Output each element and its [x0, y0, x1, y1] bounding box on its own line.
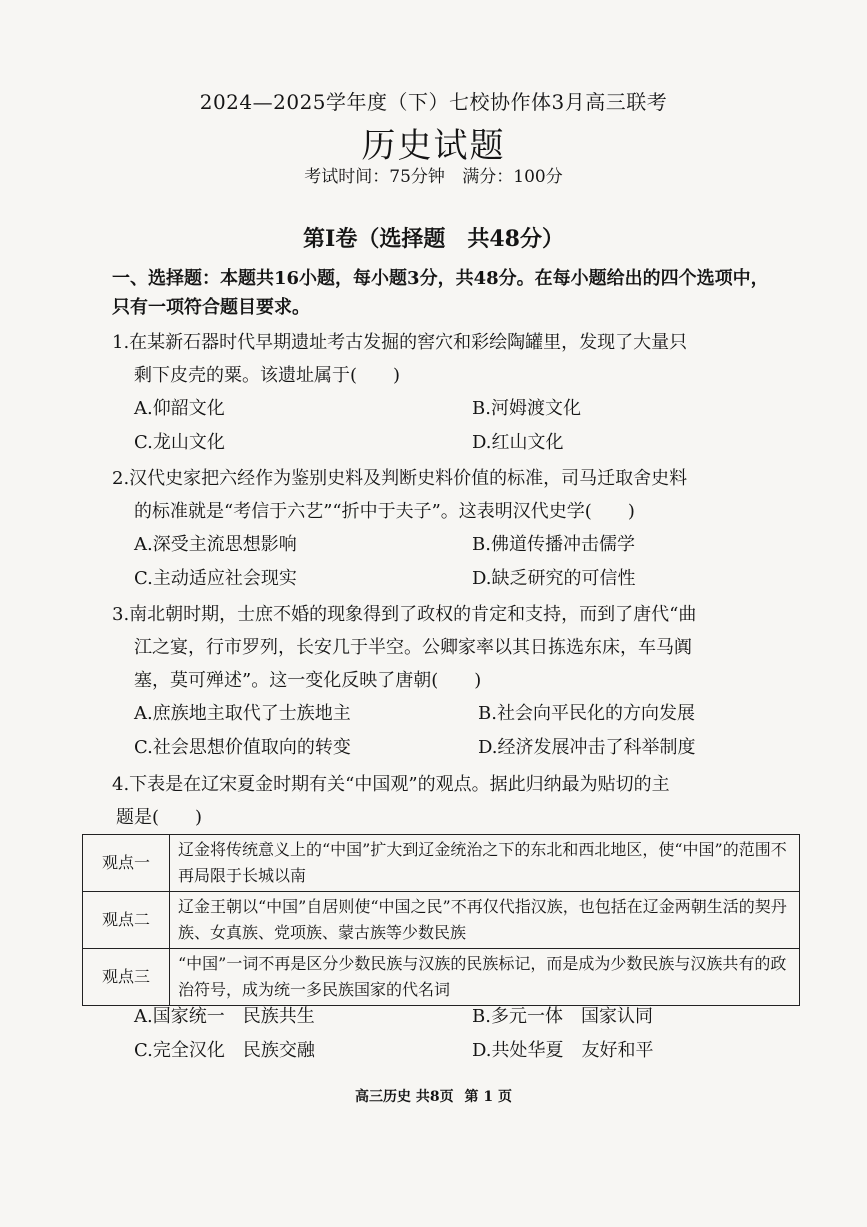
page-footer	[0, 1086, 867, 1106]
option-b[interactable]: B.社会向平民化的方向发展	[478, 703, 695, 724]
option-b[interactable]: B.佛道传播冲击儒学	[472, 534, 635, 555]
question-4	[112, 768, 772, 834]
exam-time: 考试时间：75分钟	[304, 167, 445, 187]
viewpoints-table	[82, 834, 800, 1006]
table-row	[83, 949, 800, 1006]
option-c[interactable]: C.龙山文化	[134, 432, 225, 453]
stem-line: 江之宴，行市罗列，长安几于半空。公卿家率以其日拣选东床，车马阗	[134, 637, 692, 658]
exam-score: 满分：100分	[462, 167, 563, 187]
row-label: 观点三	[83, 949, 170, 1006]
footer-page-number: 第 1 页	[464, 1089, 512, 1105]
row-text: 辽金王朝以“中国”自居则使“中国之民”不再仅代指汉族，也包括在辽金两朝生活的契丹族、女真族、党项族、蒙古族等少数民族	[170, 892, 800, 949]
row-label: 观点二	[83, 892, 170, 949]
table-row	[83, 835, 800, 892]
row-text: 辽金将传统意义上的“中国”扩大到辽金统治之下的东北和西北地区，使“中国”的范围不再局限于长城以南	[170, 835, 800, 892]
stem-line: 塞，莫可殚述”。这一变化反映了唐朝( )	[134, 670, 482, 691]
row-label: 观点一	[83, 835, 170, 892]
question-stem	[112, 326, 772, 392]
question-stem	[112, 598, 772, 697]
question-4-options	[112, 1000, 772, 1068]
option-d[interactable]: D.红山文化	[472, 432, 564, 453]
question-3	[112, 598, 772, 765]
subject-title: 历史试题	[361, 126, 506, 166]
option-c[interactable]: C.主动适应社会现实	[134, 568, 297, 589]
section-instructions: 一、选择题：本题共16小题，每小题3分，共48分。在每小题给出的四个选项中，只有一项符合题目要求。	[112, 268, 769, 318]
question-options	[112, 1000, 772, 1068]
stem-line: 题是( )	[116, 807, 203, 828]
question-2	[112, 462, 772, 596]
table-row	[83, 892, 800, 949]
stem-line: 1.在某新石器时代早期遗址考古发掘的窖穴和彩绘陶罐里，发现了大量只	[112, 332, 688, 353]
footer-subject-pages: 高三历史 共8页	[355, 1089, 454, 1105]
option-a[interactable]: A.庶族地主取代了士族地主	[134, 703, 351, 724]
question-options	[112, 697, 772, 765]
question-1	[112, 326, 772, 460]
option-c[interactable]: C.社会思想价值取向的转变	[134, 737, 351, 758]
exam-name: 2024—2025学年度（下）七校协作体3月高三联考	[199, 90, 668, 114]
option-a[interactable]: A.国家统一 民族共生	[134, 1006, 315, 1027]
section-title: 第Ⅰ卷（选择题 共48分）	[303, 226, 564, 252]
option-d[interactable]: D.缺乏研究的可信性	[472, 568, 636, 589]
stem-line: 剩下皮壳的粟。该遗址属于( )	[134, 365, 401, 386]
question-stem	[112, 462, 772, 528]
option-a[interactable]: A.深受主流思想影响	[134, 534, 297, 555]
option-a[interactable]: A.仰韶文化	[134, 398, 225, 419]
stem-line: 2.汉代史家把六经作为鉴别史料及判断史料价值的标准，司马迁取舍史料	[112, 468, 688, 489]
stem-line: 3.南北朝时期，士庶不婚的现象得到了政权的肯定和支持，而到了唐代“曲	[112, 604, 697, 625]
stem-line: 4.下表是在辽宋夏金时期有关“中国观”的观点。据此归纳最为贴切的主	[112, 774, 670, 795]
option-d[interactable]: D.经济发展冲击了科举制度	[478, 737, 696, 758]
option-b[interactable]: B.多元一体 国家认同	[472, 1006, 653, 1027]
row-text: “中国”一词不再是区分少数民族与汉族的民族标记，而是成为少数民族与汉族共有的政治符号，成为统一多民族国家的代名词	[170, 949, 800, 1006]
question-options	[112, 392, 772, 460]
stem-line: 的标准就是“考信于六艺”“折中于夫子”。这表明汉代史学( )	[134, 501, 635, 522]
option-d[interactable]: D.共处华夏 友好和平	[472, 1040, 654, 1061]
option-c[interactable]: C.完全汉化 民族交融	[134, 1040, 315, 1061]
exam-info	[0, 162, 867, 187]
option-b[interactable]: B.河姆渡文化	[472, 398, 581, 419]
question-stem	[112, 768, 772, 834]
question-options	[112, 528, 772, 596]
